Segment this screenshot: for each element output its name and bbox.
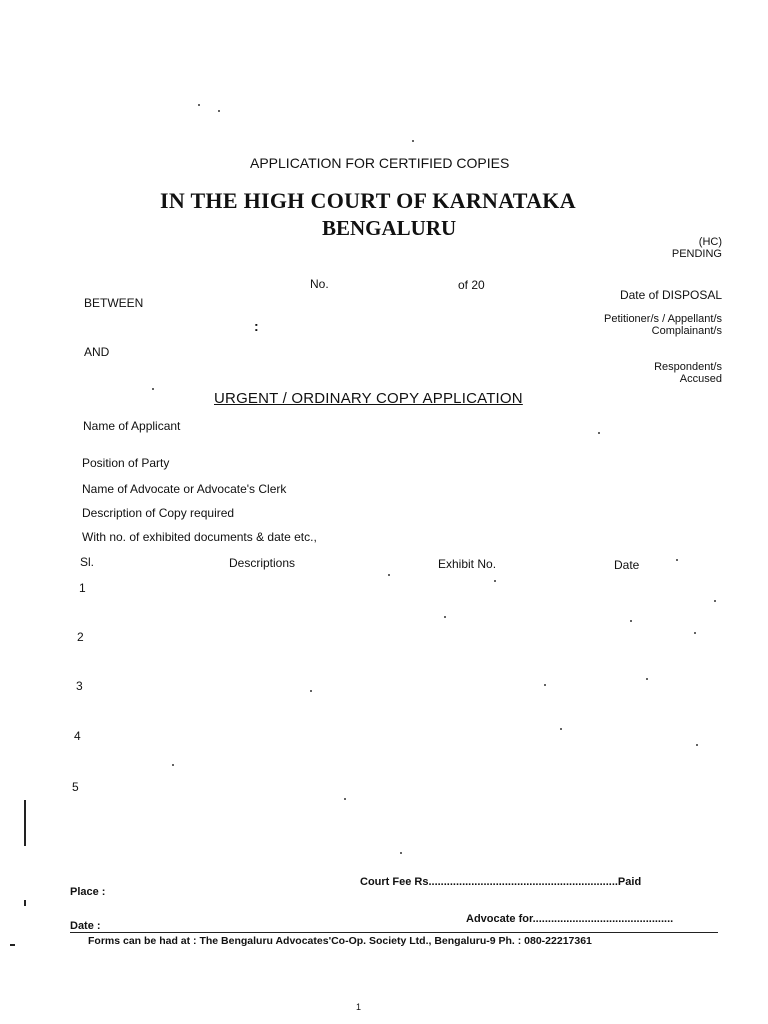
- respondents-label: Respondent/s: [654, 361, 722, 373]
- scan-speck: [388, 574, 390, 576]
- scan-speck: [198, 104, 200, 106]
- and-label: AND: [84, 345, 110, 359]
- forms-availability-note: Forms can be had at : The Bengaluru Advocates'Co-Op. Society Ltd., Bengaluru-9 Ph. : 080-22217361: [88, 935, 592, 947]
- scan-speck: [494, 580, 496, 582]
- table-row-number-2: 2: [77, 630, 84, 644]
- scan-speck: [560, 728, 562, 730]
- table-row-number-1: 1: [79, 581, 86, 595]
- advocate-for-line: Advocate for..............................................: [466, 913, 674, 925]
- footer-divider: [70, 932, 718, 933]
- field-position-of-party: Position of Party: [82, 456, 170, 470]
- date-of-disposal-label: Date of DISPOSAL: [619, 288, 722, 302]
- table-header-exhibit-no: Exhibit No.: [438, 557, 497, 571]
- scan-speck: [400, 852, 402, 854]
- scan-speck: [696, 744, 698, 746]
- scan-artifact-dash: [10, 944, 15, 946]
- table-header-descriptions: Descriptions: [229, 556, 296, 570]
- case-no-label: No.: [310, 277, 329, 291]
- between-label: BETWEEN: [84, 296, 144, 310]
- scan-speck: [646, 678, 648, 680]
- court-fee-line: Court Fee Rs..............................................................Paid: [360, 876, 642, 888]
- scan-speck: [310, 690, 312, 692]
- field-name-of-applicant: Name of Applicant: [83, 419, 181, 433]
- table-header-date: Date: [614, 558, 640, 572]
- table-row-number-5: 5: [72, 780, 79, 794]
- scan-speck: [412, 140, 414, 142]
- scan-speck: [218, 110, 220, 112]
- application-heading: URGENT / ORDINARY COPY APPLICATION: [214, 390, 523, 407]
- accused-label: Accused: [679, 373, 722, 385]
- table-row-number-3: 3: [76, 679, 83, 693]
- pending-label: PENDING: [671, 248, 722, 260]
- field-advocate-name: Name of Advocate or Advocate's Clerk: [82, 482, 287, 496]
- scan-speck: [598, 432, 600, 434]
- table-row-number-4: 4: [74, 729, 81, 743]
- colon-separator: :: [254, 318, 259, 334]
- scan-speck: [714, 600, 716, 602]
- scan-speck: [694, 632, 696, 634]
- petitioners-label: Petitioner/s / Appellant/s: [603, 313, 722, 325]
- place-label: Place :: [70, 886, 106, 898]
- field-exhibited-documents: With no. of exhibited documents & date etc.,: [82, 530, 317, 544]
- scan-artifact-line: [24, 800, 26, 846]
- court-city: BENGALURU: [322, 216, 457, 240]
- court-name: IN THE HIGH COURT OF KARNATAKA: [160, 188, 576, 213]
- scan-speck: [172, 764, 174, 766]
- complainants-label: Complainant/s: [651, 325, 722, 337]
- scan-speck: [676, 559, 678, 561]
- form-title: APPLICATION FOR CERTIFIED COPIES: [250, 155, 510, 171]
- scan-speck: [444, 616, 446, 618]
- table-header-sl: Sl.: [80, 555, 95, 569]
- scan-speck: [344, 798, 346, 800]
- case-year-label: of 20: [458, 278, 485, 292]
- scan-speck: [630, 620, 632, 622]
- hc-label: (HC): [698, 236, 722, 248]
- page-number: 1: [356, 1002, 362, 1012]
- scan-artifact-mark: [24, 900, 26, 906]
- scan-speck: [544, 684, 546, 686]
- field-copy-description: Description of Copy required: [82, 506, 235, 520]
- date-label: Date :: [70, 920, 101, 932]
- scan-speck: [152, 388, 154, 390]
